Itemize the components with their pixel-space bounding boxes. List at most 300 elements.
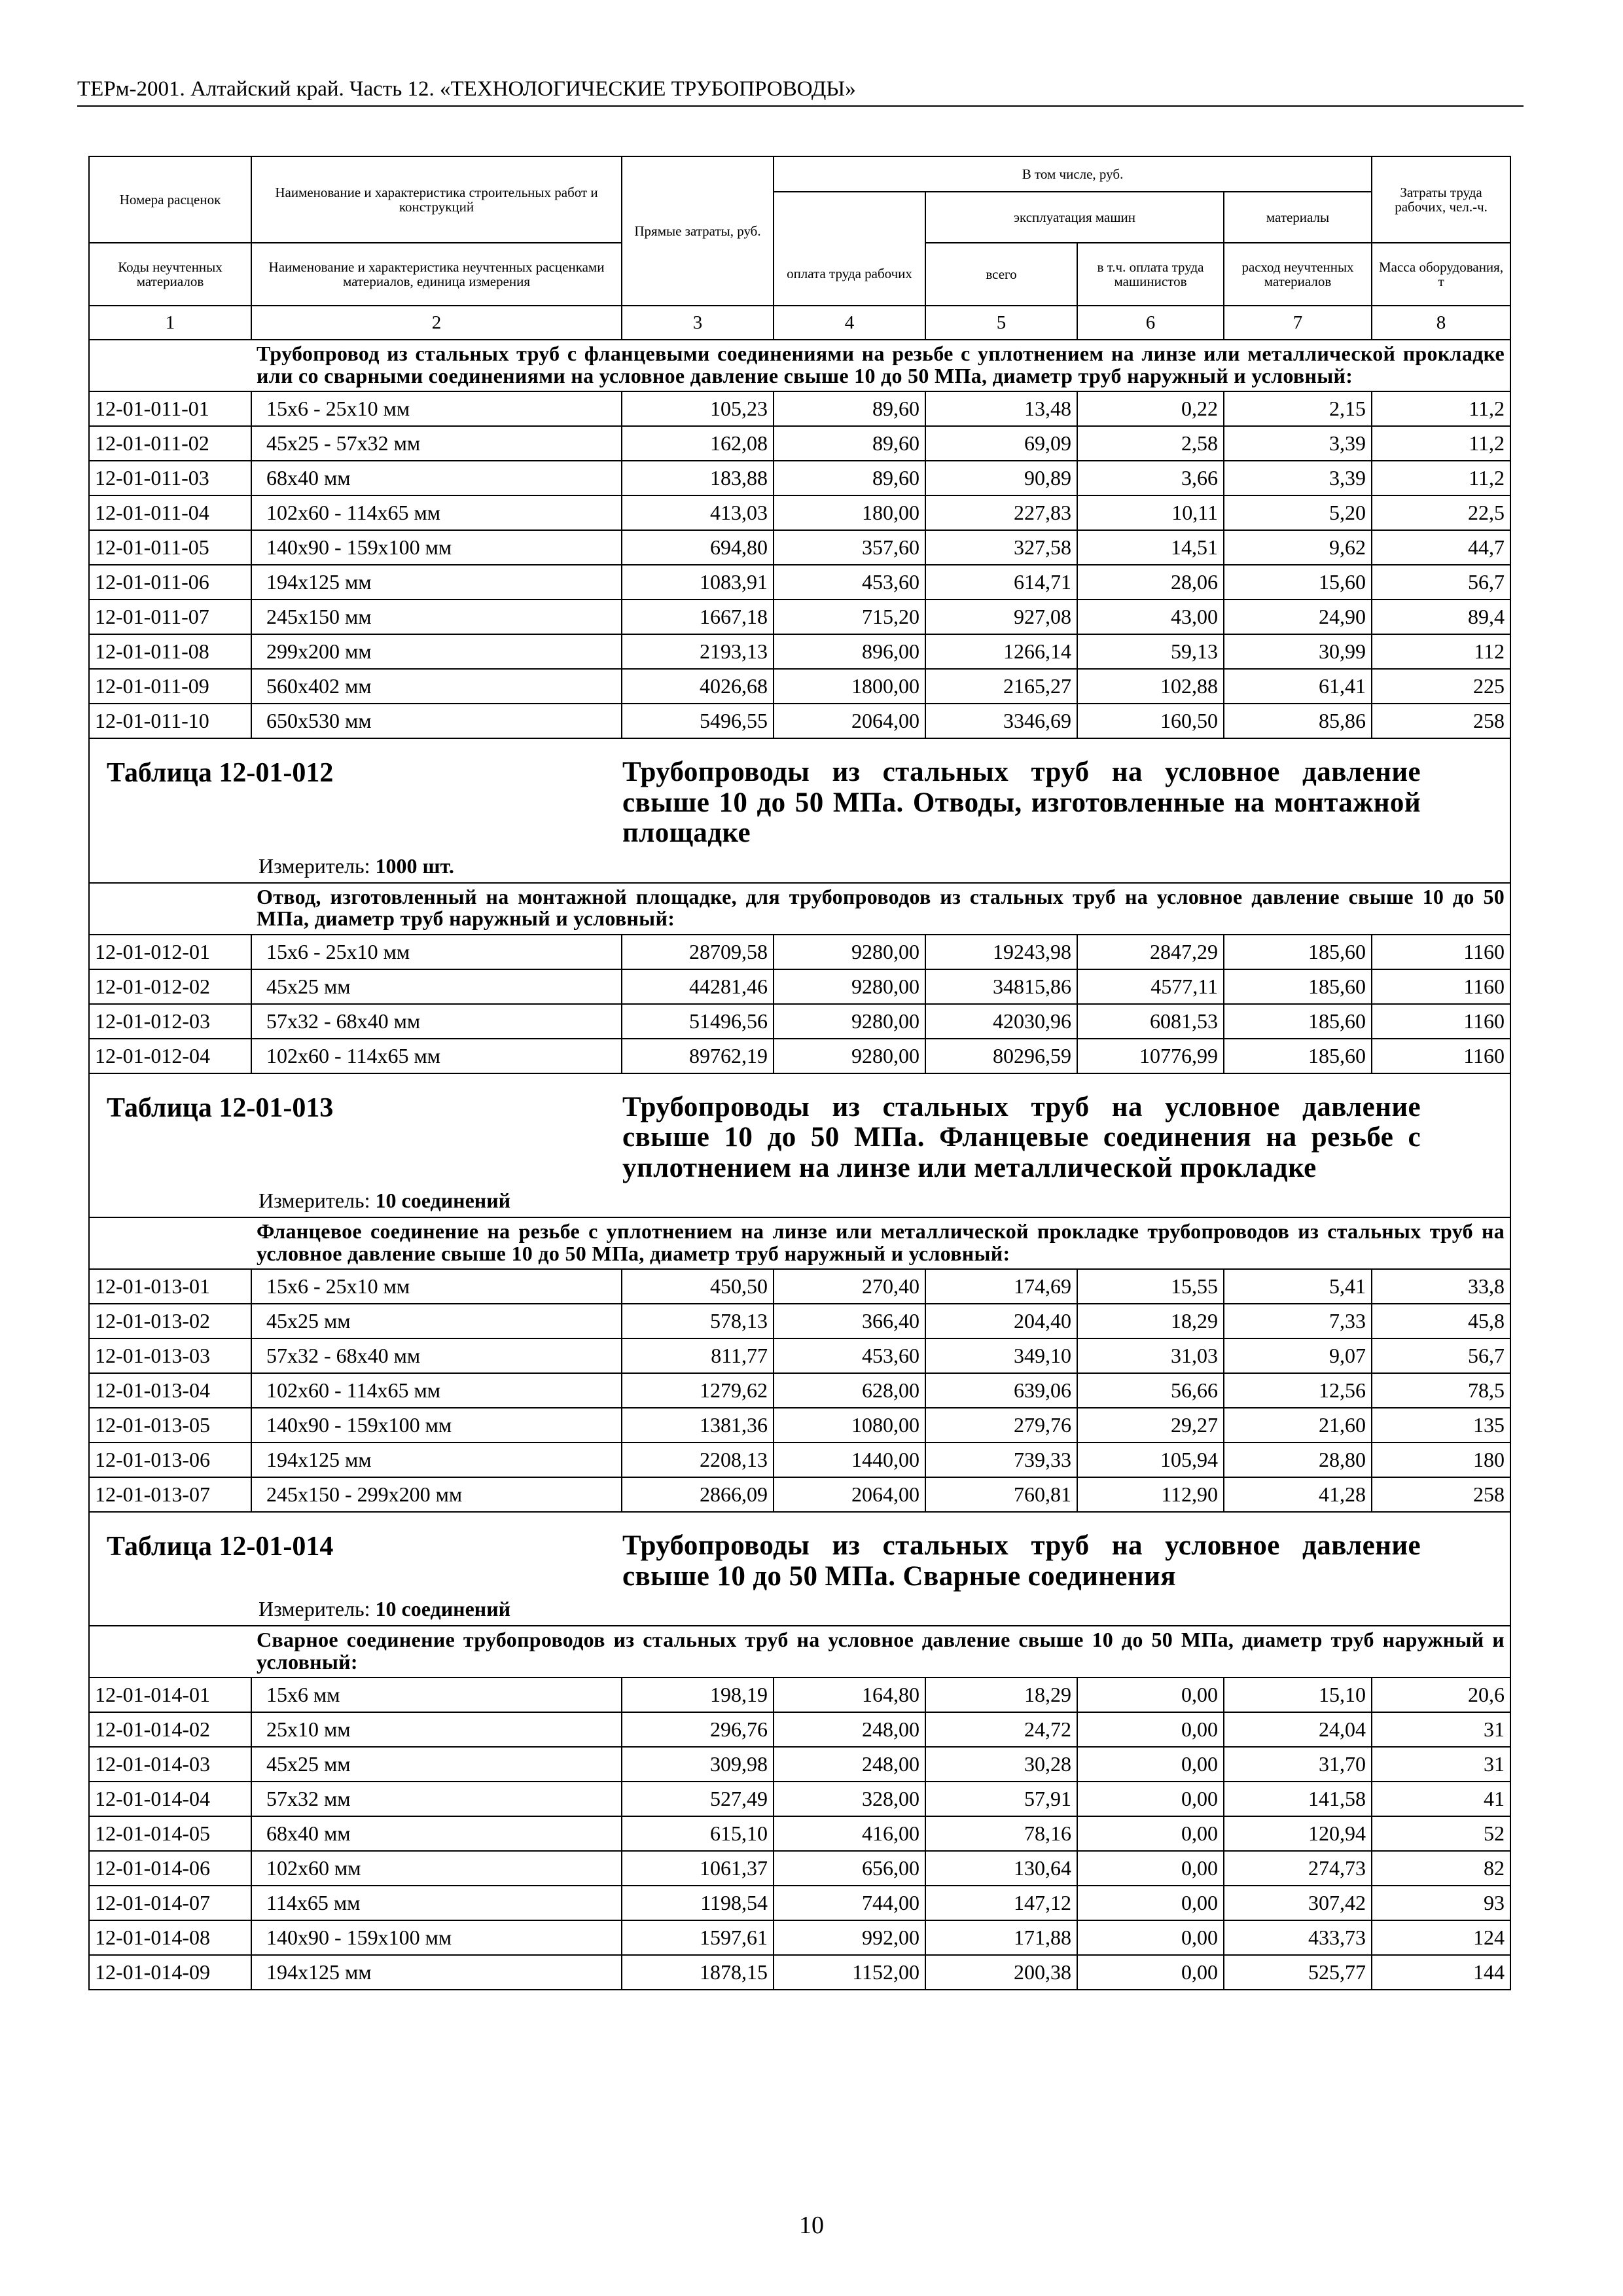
col-number: 4 xyxy=(774,306,925,340)
machinist-pay-cell: 0,00 xyxy=(1077,1747,1224,1782)
page-number: 10 xyxy=(799,2212,824,2239)
machine-total-cell: 147,12 xyxy=(925,1886,1077,1920)
labor-costs-cell: 33,8 xyxy=(1372,1269,1510,1304)
labor-costs-cell: 89,4 xyxy=(1372,600,1510,634)
worker-pay-cell: 9280,00 xyxy=(774,1039,925,1073)
direct-costs-cell: 1198,54 xyxy=(622,1886,774,1920)
machinist-pay-cell: 0,00 xyxy=(1077,1782,1224,1816)
table-row xyxy=(89,1004,1510,1039)
direct-costs-cell: 51496,56 xyxy=(622,1004,774,1039)
table-row xyxy=(89,391,1510,426)
pipe-size-cell: 102х60 - 114х65 мм xyxy=(251,495,622,530)
rate-code-cell: 12-01-014-05 xyxy=(89,1816,251,1851)
direct-costs-cell: 44281,46 xyxy=(622,969,774,1004)
machine-total-cell: 614,71 xyxy=(925,565,1077,600)
machine-total-cell: 80296,59 xyxy=(925,1039,1077,1073)
pipe-size-cell: 57х32 - 68х40 мм xyxy=(251,1338,622,1373)
direct-costs-cell: 2208,13 xyxy=(622,1443,774,1477)
table-number: Таблица 12-01-012 xyxy=(107,758,334,789)
col-number: 5 xyxy=(925,306,1077,340)
table-body xyxy=(89,340,1510,1990)
direct-costs-cell: 183,88 xyxy=(622,461,774,495)
section-description: Сварное соединение трубопроводов из стальных труб на условное давление свыше 10 до 50 МПа, диаметр труб наружный и условный: xyxy=(251,1626,1510,1677)
rates-table xyxy=(88,156,1511,1990)
section-description: Фланцевое соединение на резьбе с уплотнением на линзе или металлической прокладке трубопроводов из стальных труб на условное давление свыше 10 до 50 МПа, диаметр труб наружный и условный: xyxy=(251,1217,1510,1269)
table-row xyxy=(89,1712,1510,1747)
machinist-pay-cell: 4577,11 xyxy=(1077,969,1224,1004)
table-row xyxy=(89,1955,1510,1990)
table-row xyxy=(89,969,1510,1004)
materials-cell: 41,28 xyxy=(1224,1477,1372,1512)
direct-costs-cell: 1061,37 xyxy=(622,1851,774,1886)
direct-costs-cell: 811,77 xyxy=(622,1338,774,1373)
pipe-size-cell: 245х150 мм xyxy=(251,600,622,634)
worker-pay-cell: 89,60 xyxy=(774,426,925,461)
worker-pay-cell: 89,60 xyxy=(774,461,925,495)
worker-pay-cell: 357,60 xyxy=(774,530,925,565)
machinist-pay-cell: 2847,29 xyxy=(1077,935,1224,969)
direct-costs-cell: 1667,18 xyxy=(622,600,774,634)
unit-value: 1000 шт. xyxy=(375,853,454,878)
worker-pay-cell: 9280,00 xyxy=(774,1004,925,1039)
unit-line xyxy=(259,849,1510,882)
pipe-size-cell: 45х25 - 57х32 мм xyxy=(251,426,622,461)
col-header-direct-costs: Прямые затраты, руб. xyxy=(622,156,774,306)
labor-costs-cell: 31 xyxy=(1372,1712,1510,1747)
machinist-pay-cell: 59,13 xyxy=(1077,634,1224,669)
section-description-row xyxy=(89,1217,1510,1269)
materials-cell: 3,39 xyxy=(1224,461,1372,495)
direct-costs-cell: 105,23 xyxy=(622,391,774,426)
table-title: Трубопроводы из стальных труб на условное давление свыше 10 до 50 МПа. Фланцевые соединения на резьбе с уплотнением на линзе или металлической прокладке xyxy=(622,1091,1421,1183)
direct-costs-cell: 89762,19 xyxy=(622,1039,774,1073)
labor-costs-cell: 1160 xyxy=(1372,935,1510,969)
pipe-size-cell: 57х32 мм xyxy=(251,1782,622,1816)
pipe-size-cell: 15х6 - 25х10 мм xyxy=(251,391,622,426)
direct-costs-cell: 2193,13 xyxy=(622,634,774,669)
materials-cell: 24,90 xyxy=(1224,600,1372,634)
pipe-size-cell: 68х40 мм xyxy=(251,1816,622,1851)
worker-pay-cell: 1800,00 xyxy=(774,669,925,704)
table-title: Трубопроводы из стальных труб на условное давление свыше 10 до 50 МПа. Отводы, изготовленные на монтажной площадке xyxy=(622,757,1421,849)
table-number: Таблица 12-01-014 xyxy=(107,1532,334,1562)
machinist-pay-cell: 0,00 xyxy=(1077,1816,1224,1851)
machine-total-cell: 279,76 xyxy=(925,1408,1077,1443)
table-row xyxy=(89,495,1510,530)
labor-costs-cell: 11,2 xyxy=(1372,461,1510,495)
labor-costs-cell: 225 xyxy=(1372,669,1510,704)
machine-total-cell: 200,38 xyxy=(925,1955,1077,1990)
materials-cell: 2,15 xyxy=(1224,391,1372,426)
machine-total-cell: 13,48 xyxy=(925,391,1077,426)
table-number: Таблица 12-01-013 xyxy=(107,1092,334,1123)
table-row xyxy=(89,1886,1510,1920)
pipe-size-cell: 57х32 - 68х40 мм xyxy=(251,1004,622,1039)
table-row xyxy=(89,1443,1510,1477)
col-number: 3 xyxy=(622,306,774,340)
labor-costs-cell: 1160 xyxy=(1372,969,1510,1004)
rate-code-cell: 12-01-013-04 xyxy=(89,1373,251,1408)
worker-pay-cell: 164,80 xyxy=(774,1677,925,1712)
materials-cell: 141,58 xyxy=(1224,1782,1372,1816)
col-number: 6 xyxy=(1077,306,1224,340)
pipe-size-cell: 45х25 мм xyxy=(251,1304,622,1338)
rate-code-cell: 12-01-011-04 xyxy=(89,495,251,530)
machine-total-cell: 739,33 xyxy=(925,1443,1077,1477)
unit-value: 10 соединений xyxy=(375,1189,511,1212)
section-description-row xyxy=(89,883,1510,935)
machinist-pay-cell: 0,00 xyxy=(1077,1677,1224,1712)
machinist-pay-cell: 0,00 xyxy=(1077,1920,1224,1955)
machinist-pay-cell: 18,29 xyxy=(1077,1304,1224,1338)
worker-pay-cell: 656,00 xyxy=(774,1851,925,1886)
materials-cell: 274,73 xyxy=(1224,1851,1372,1886)
col-header-rate-numbers: Номера расценок xyxy=(89,156,251,243)
pipe-size-cell: 299х200 мм xyxy=(251,634,622,669)
table-row xyxy=(89,461,1510,495)
materials-cell: 61,41 xyxy=(1224,669,1372,704)
unit-label: Измеритель: xyxy=(259,853,370,878)
worker-pay-cell: 89,60 xyxy=(774,391,925,426)
col-header-including: В том числе, руб. xyxy=(774,156,1372,192)
labor-costs-cell: 31 xyxy=(1372,1747,1510,1782)
materials-cell: 185,60 xyxy=(1224,935,1372,969)
machinist-pay-cell: 0,00 xyxy=(1077,1886,1224,1920)
labor-costs-cell: 44,7 xyxy=(1372,530,1510,565)
rate-code-cell: 12-01-011-03 xyxy=(89,461,251,495)
machine-total-cell: 927,08 xyxy=(925,600,1077,634)
rate-code-cell: 12-01-011-05 xyxy=(89,530,251,565)
machine-total-cell: 57,91 xyxy=(925,1782,1077,1816)
unit-label: Измеритель: xyxy=(259,1597,370,1621)
labor-costs-cell: 11,2 xyxy=(1372,426,1510,461)
direct-costs-cell: 1597,61 xyxy=(622,1920,774,1955)
labor-costs-cell: 56,7 xyxy=(1372,1338,1510,1373)
materials-cell: 21,60 xyxy=(1224,1408,1372,1443)
worker-pay-cell: 715,20 xyxy=(774,600,925,634)
rate-code-cell: 12-01-012-02 xyxy=(89,969,251,1004)
worker-pay-cell: 896,00 xyxy=(774,634,925,669)
table-row xyxy=(89,935,1510,969)
worker-pay-cell: 248,00 xyxy=(774,1747,925,1782)
labor-costs-cell: 180 xyxy=(1372,1443,1510,1477)
col-header-machinist-pay: в т.ч. оплата труда машинистов xyxy=(1077,243,1224,306)
direct-costs-cell: 309,98 xyxy=(622,1747,774,1782)
direct-costs-cell: 450,50 xyxy=(622,1269,774,1304)
rate-code-cell: 12-01-011-10 xyxy=(89,704,251,738)
direct-costs-cell: 296,76 xyxy=(622,1712,774,1747)
table-row xyxy=(89,1304,1510,1338)
machine-total-cell: 69,09 xyxy=(925,426,1077,461)
pipe-size-cell: 25х10 мм xyxy=(251,1712,622,1747)
table-row xyxy=(89,1782,1510,1816)
labor-costs-cell: 144 xyxy=(1372,1955,1510,1990)
rate-code-cell: 12-01-014-02 xyxy=(89,1712,251,1747)
labor-costs-cell: 135 xyxy=(1372,1408,1510,1443)
description-spacer xyxy=(89,1217,251,1269)
direct-costs-cell: 1279,62 xyxy=(622,1373,774,1408)
machinist-pay-cell: 10776,99 xyxy=(1077,1039,1224,1073)
direct-costs-cell: 1381,36 xyxy=(622,1408,774,1443)
rate-code-cell: 12-01-014-07 xyxy=(89,1886,251,1920)
pipe-size-cell: 102х60 мм xyxy=(251,1851,622,1886)
col-header-codes: Коды неучтенных материалов xyxy=(89,243,251,306)
table-row xyxy=(89,1039,1510,1073)
pipe-size-cell: 194х125 мм xyxy=(251,1955,622,1990)
labor-costs-cell: 1160 xyxy=(1372,1004,1510,1039)
pipe-size-cell: 15х6 мм xyxy=(251,1677,622,1712)
col-header-work-name: Наименование и характеристика строительных работ и конструкций xyxy=(251,156,622,243)
materials-cell: 12,56 xyxy=(1224,1373,1372,1408)
pipe-size-cell: 650х530 мм xyxy=(251,704,622,738)
materials-cell: 185,60 xyxy=(1224,1039,1372,1073)
machinist-pay-cell: 43,00 xyxy=(1077,600,1224,634)
machine-total-cell: 1266,14 xyxy=(925,634,1077,669)
worker-pay-cell: 2064,00 xyxy=(774,1477,925,1512)
col-number: 1 xyxy=(89,306,251,340)
table-row xyxy=(89,1677,1510,1712)
pipe-size-cell: 140х90 - 159х100 мм xyxy=(251,1408,622,1443)
machinist-pay-cell: 160,50 xyxy=(1077,704,1224,738)
machine-total-cell: 42030,96 xyxy=(925,1004,1077,1039)
labor-costs-cell: 82 xyxy=(1372,1851,1510,1886)
pipe-size-cell: 68х40 мм xyxy=(251,461,622,495)
labor-costs-cell: 258 xyxy=(1372,704,1510,738)
materials-cell: 3,39 xyxy=(1224,426,1372,461)
worker-pay-cell: 9280,00 xyxy=(774,969,925,1004)
machine-total-cell: 130,64 xyxy=(925,1851,1077,1886)
machinist-pay-cell: 102,88 xyxy=(1077,669,1224,704)
machine-total-cell: 24,72 xyxy=(925,1712,1077,1747)
labor-costs-cell: 93 xyxy=(1372,1886,1510,1920)
worker-pay-cell: 248,00 xyxy=(774,1712,925,1747)
machinist-pay-cell: 0,00 xyxy=(1077,1712,1224,1747)
machinist-pay-cell: 0,22 xyxy=(1077,391,1224,426)
direct-costs-cell: 527,49 xyxy=(622,1782,774,1816)
unit-line xyxy=(259,1183,1510,1217)
direct-costs-cell: 1083,91 xyxy=(622,565,774,600)
table-row xyxy=(89,1816,1510,1851)
col-header-equipment-mass: Масса оборудования, т xyxy=(1372,243,1510,306)
materials-cell: 120,94 xyxy=(1224,1816,1372,1851)
description-spacer xyxy=(89,1626,251,1677)
machinist-pay-cell: 6081,53 xyxy=(1077,1004,1224,1039)
labor-costs-cell: 11,2 xyxy=(1372,391,1510,426)
materials-cell: 15,60 xyxy=(1224,565,1372,600)
direct-costs-cell: 28709,58 xyxy=(622,935,774,969)
section-description: Трубопровод из стальных труб с фланцевыми соединениями на резьбе с уплотнением на линзе или металлической прокладке или со сварными соединениями на условное давление свыше 10 до 50 МПа, диаметр труб наружный и условный: xyxy=(251,340,1510,391)
machine-total-cell: 30,28 xyxy=(925,1747,1077,1782)
direct-costs-cell: 1878,15 xyxy=(622,1955,774,1990)
col-number: 2 xyxy=(251,306,622,340)
col-header-material-names: Наименование и характеристика неучтенных расценками материалов, единица измерения xyxy=(251,243,622,306)
rate-code-cell: 12-01-011-02 xyxy=(89,426,251,461)
rate-code-cell: 12-01-014-06 xyxy=(89,1851,251,1886)
table-row xyxy=(89,1408,1510,1443)
worker-pay-cell: 1152,00 xyxy=(774,1955,925,1990)
rate-code-cell: 12-01-013-02 xyxy=(89,1304,251,1338)
machinist-pay-cell: 56,66 xyxy=(1077,1373,1224,1408)
pipe-size-cell: 15х6 - 25х10 мм xyxy=(251,935,622,969)
machinist-pay-cell: 14,51 xyxy=(1077,530,1224,565)
rate-code-cell: 12-01-014-09 xyxy=(89,1955,251,1990)
col-header-total: всего xyxy=(925,243,1077,306)
rate-code-cell: 12-01-011-07 xyxy=(89,600,251,634)
rate-code-cell: 12-01-014-08 xyxy=(89,1920,251,1955)
table-row xyxy=(89,1373,1510,1408)
col-header-materials: материалы xyxy=(1224,192,1372,243)
col-header-unaccounted-materials: расход неучтенных материалов xyxy=(1224,243,1372,306)
materials-cell: 85,86 xyxy=(1224,704,1372,738)
worker-pay-cell: 180,00 xyxy=(774,495,925,530)
rate-code-cell: 12-01-011-09 xyxy=(89,669,251,704)
direct-costs-cell: 2866,09 xyxy=(622,1477,774,1512)
worker-pay-cell: 416,00 xyxy=(774,1816,925,1851)
materials-cell: 185,60 xyxy=(1224,1004,1372,1039)
worker-pay-cell: 992,00 xyxy=(774,1920,925,1955)
table-row xyxy=(89,1269,1510,1304)
worker-pay-cell: 1080,00 xyxy=(774,1408,925,1443)
rate-code-cell: 12-01-013-07 xyxy=(89,1477,251,1512)
machinist-pay-cell: 0,00 xyxy=(1077,1851,1224,1886)
labor-costs-cell: 45,8 xyxy=(1372,1304,1510,1338)
col-header-labor-costs: Затраты труда рабочих, чел.-ч. xyxy=(1372,156,1510,243)
machinist-pay-cell: 3,66 xyxy=(1077,461,1224,495)
rate-code-cell: 12-01-014-04 xyxy=(89,1782,251,1816)
machinist-pay-cell: 2,58 xyxy=(1077,426,1224,461)
description-spacer xyxy=(89,883,251,935)
machine-total-cell: 19243,98 xyxy=(925,935,1077,969)
pipe-size-cell: 45х25 мм xyxy=(251,1747,622,1782)
worker-pay-cell: 744,00 xyxy=(774,1886,925,1920)
direct-costs-cell: 5496,55 xyxy=(622,704,774,738)
labor-costs-cell: 56,7 xyxy=(1372,565,1510,600)
labor-costs-cell: 52 xyxy=(1372,1816,1510,1851)
rate-code-cell: 12-01-014-01 xyxy=(89,1677,251,1712)
machine-total-cell: 760,81 xyxy=(925,1477,1077,1512)
materials-cell: 525,77 xyxy=(1224,1955,1372,1990)
direct-costs-cell: 615,10 xyxy=(622,1816,774,1851)
pipe-size-cell: 102х60 - 114х65 мм xyxy=(251,1039,622,1073)
rate-code-cell: 12-01-011-06 xyxy=(89,565,251,600)
labor-costs-cell: 112 xyxy=(1372,634,1510,669)
machine-total-cell: 174,69 xyxy=(925,1269,1077,1304)
rate-code-cell: 12-01-013-06 xyxy=(89,1443,251,1477)
materials-cell: 24,04 xyxy=(1224,1712,1372,1747)
rate-code-cell: 12-01-011-01 xyxy=(89,391,251,426)
pipe-size-cell: 102х60 - 114х65 мм xyxy=(251,1373,622,1408)
machine-total-cell: 349,10 xyxy=(925,1338,1077,1373)
col-header-machine-operation: эксплуатация машин xyxy=(925,192,1224,243)
machine-total-cell: 78,16 xyxy=(925,1816,1077,1851)
direct-costs-cell: 694,80 xyxy=(622,530,774,565)
machinist-pay-cell: 31,03 xyxy=(1077,1338,1224,1373)
labor-costs-cell: 124 xyxy=(1372,1920,1510,1955)
direct-costs-cell: 162,08 xyxy=(622,426,774,461)
pipe-size-cell: 15х6 - 25х10 мм xyxy=(251,1269,622,1304)
table-row xyxy=(89,1338,1510,1373)
worker-pay-cell: 628,00 xyxy=(774,1373,925,1408)
materials-cell: 9,07 xyxy=(1224,1338,1372,1373)
materials-cell: 15,10 xyxy=(1224,1677,1372,1712)
worker-pay-cell: 366,40 xyxy=(774,1304,925,1338)
table-title-row xyxy=(89,1073,1510,1217)
table-title: Трубопроводы из стальных труб на условное давление свыше 10 до 50 МПа. Сварные соединения xyxy=(622,1530,1421,1592)
table-row xyxy=(89,704,1510,738)
materials-cell: 307,42 xyxy=(1224,1886,1372,1920)
table-row xyxy=(89,1920,1510,1955)
machinist-pay-cell: 28,06 xyxy=(1077,565,1224,600)
table-row xyxy=(89,669,1510,704)
rate-code-cell: 12-01-012-03 xyxy=(89,1004,251,1039)
worker-pay-cell: 453,60 xyxy=(774,1338,925,1373)
unit-label: Измеритель: xyxy=(259,1189,370,1212)
table-title-row xyxy=(89,1512,1510,1626)
machine-total-cell: 204,40 xyxy=(925,1304,1077,1338)
labor-costs-cell: 22,5 xyxy=(1372,495,1510,530)
rate-code-cell: 12-01-013-05 xyxy=(89,1408,251,1443)
col-header-worker-pay: оплата труда рабочих xyxy=(774,243,925,306)
worker-pay-cell: 9280,00 xyxy=(774,935,925,969)
machine-total-cell: 90,89 xyxy=(925,461,1077,495)
pipe-size-cell: 45х25 мм xyxy=(251,969,622,1004)
machine-total-cell: 2165,27 xyxy=(925,669,1077,704)
materials-cell: 9,62 xyxy=(1224,530,1372,565)
direct-costs-cell: 413,03 xyxy=(622,495,774,530)
labor-costs-cell: 1160 xyxy=(1372,1039,1510,1073)
materials-cell: 185,60 xyxy=(1224,969,1372,1004)
machinist-pay-cell: 0,00 xyxy=(1077,1955,1224,1990)
direct-costs-cell: 578,13 xyxy=(622,1304,774,1338)
machine-total-cell: 18,29 xyxy=(925,1677,1077,1712)
machinist-pay-cell: 29,27 xyxy=(1077,1408,1224,1443)
materials-cell: 30,99 xyxy=(1224,634,1372,669)
table-row xyxy=(89,1851,1510,1886)
pipe-size-cell: 560х402 мм xyxy=(251,669,622,704)
worker-pay-cell: 328,00 xyxy=(774,1782,925,1816)
direct-costs-cell: 4026,68 xyxy=(622,669,774,704)
materials-cell: 7,33 xyxy=(1224,1304,1372,1338)
unit-line xyxy=(259,1592,1510,1625)
labor-costs-cell: 258 xyxy=(1372,1477,1510,1512)
rate-code-cell: 12-01-012-01 xyxy=(89,935,251,969)
pipe-size-cell: 194х125 мм xyxy=(251,565,622,600)
direct-costs-cell: 198,19 xyxy=(622,1677,774,1712)
machinist-pay-cell: 10,11 xyxy=(1077,495,1224,530)
table-row xyxy=(89,1477,1510,1512)
materials-cell: 31,70 xyxy=(1224,1747,1372,1782)
machine-total-cell: 3346,69 xyxy=(925,704,1077,738)
materials-cell: 5,41 xyxy=(1224,1269,1372,1304)
worker-pay-cell: 1440,00 xyxy=(774,1443,925,1477)
labor-costs-cell: 78,5 xyxy=(1372,1373,1510,1408)
materials-cell: 433,73 xyxy=(1224,1920,1372,1955)
rate-code-cell: 12-01-013-01 xyxy=(89,1269,251,1304)
worker-pay-cell: 2064,00 xyxy=(774,704,925,738)
machinist-pay-cell: 112,90 xyxy=(1077,1477,1224,1512)
worker-pay-cell: 453,60 xyxy=(774,565,925,600)
pipe-size-cell: 194х125 мм xyxy=(251,1443,622,1477)
machine-total-cell: 639,06 xyxy=(925,1373,1077,1408)
table-row xyxy=(89,634,1510,669)
col-number: 8 xyxy=(1372,306,1510,340)
table-row xyxy=(89,530,1510,565)
section-description-row xyxy=(89,1626,1510,1677)
col-number: 7 xyxy=(1224,306,1372,340)
unit-value: 10 соединений xyxy=(375,1597,511,1621)
pipe-size-cell: 245х150 - 299х200 мм xyxy=(251,1477,622,1512)
materials-cell: 5,20 xyxy=(1224,495,1372,530)
